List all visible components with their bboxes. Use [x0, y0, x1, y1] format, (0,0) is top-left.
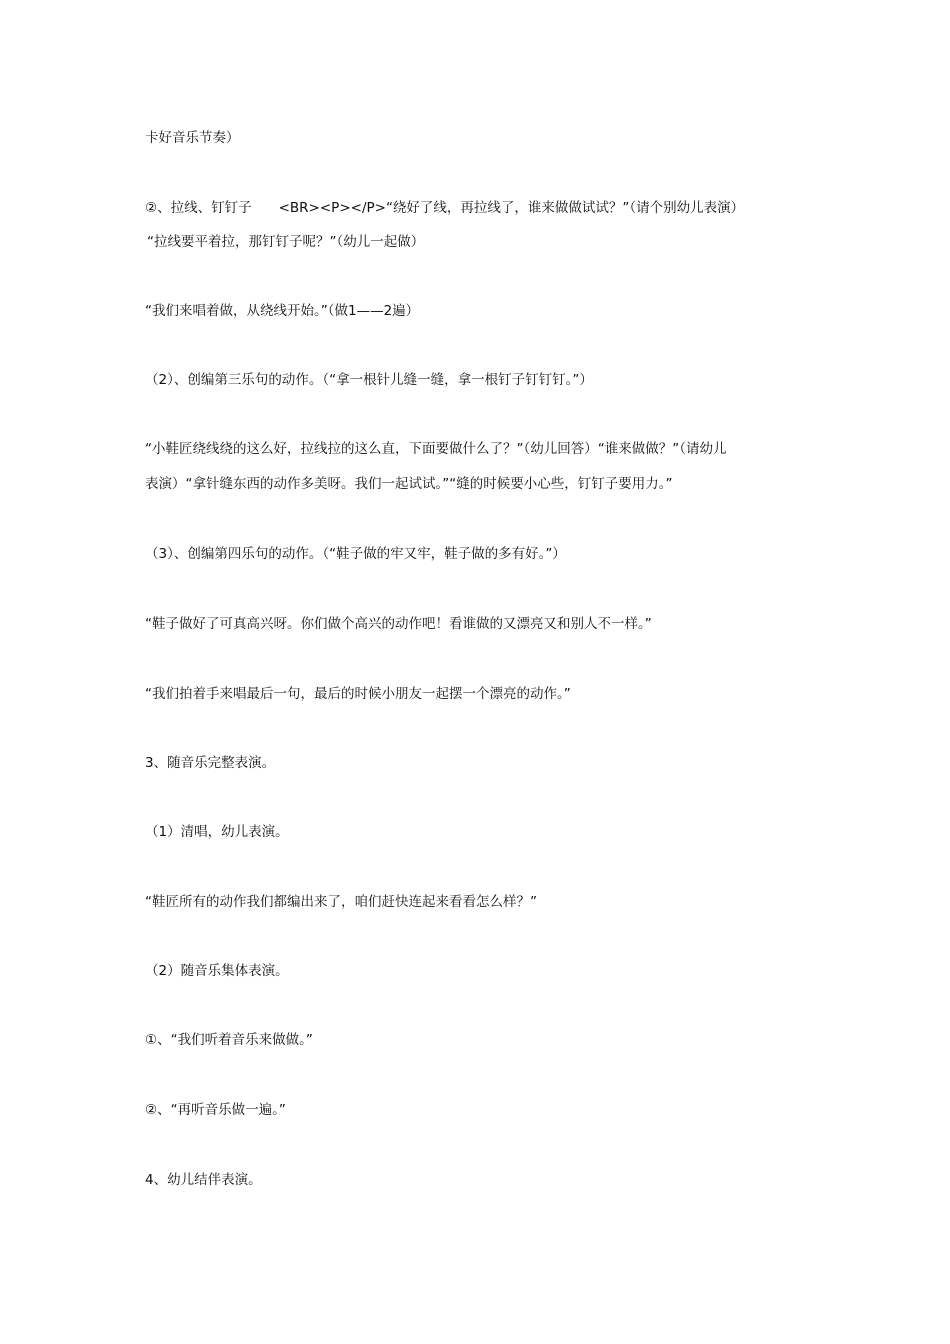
paragraph: （1）清唱，幼儿表演。 [145, 824, 289, 840]
paragraph: ②、拉线、钉钉子 <BR><P></P>“绕好了线，再拉线了，谁来做做试试？”（请个别幼儿表演） [145, 200, 745, 216]
paragraph: “拉线要平着拉，那钉钉子呢？”（幼儿一起做） [147, 234, 425, 250]
paragraph: “小鞋匠绕线绕的这么好，拉线拉的这么直，下面要做什么了？”（幼儿回答）“谁来做做？”（请幼儿 [145, 441, 727, 457]
paragraph: “鞋匠所有的动作我们都编出来了，咱们赶快连起来看看怎么样？” [145, 894, 537, 910]
paragraph: 3、随音乐完整表演。 [145, 755, 276, 771]
paragraph: 表演）“拿针缝东西的动作多美呀。我们一起试试。”“缝的时候要小心些，钉钉子要用力。” [145, 476, 673, 492]
paragraph: （2）随音乐集体表演。 [145, 963, 289, 979]
paragraph: ②、“再听音乐做一遍。” [145, 1102, 286, 1118]
paragraph: “鞋子做好了可真高兴呀。你们做个高兴的动作吧！看谁做的又漂亮又和别人不一样。” [145, 616, 652, 632]
paragraph: 卡好音乐节奏） [145, 130, 240, 146]
paragraph: ①、“我们听着音乐来做做。” [145, 1032, 313, 1048]
paragraph: “我们拍着手来唱最后一句，最后的时候小朋友一起摆一个漂亮的动作。” [145, 686, 571, 702]
paragraph: （3）、创编第四乐句的动作。（“鞋子做的牢又牢，鞋子做的多有好。”） [145, 546, 566, 562]
paragraph: “我们来唱着做，从绕线开始。”（做1——2遍） [145, 303, 420, 319]
paragraph: （2）、创编第三乐句的动作。（“拿一根针儿缝一缝，拿一根钉子钉钉钉。”） [145, 372, 593, 388]
paragraph: 4、幼儿结伴表演。 [145, 1172, 262, 1188]
